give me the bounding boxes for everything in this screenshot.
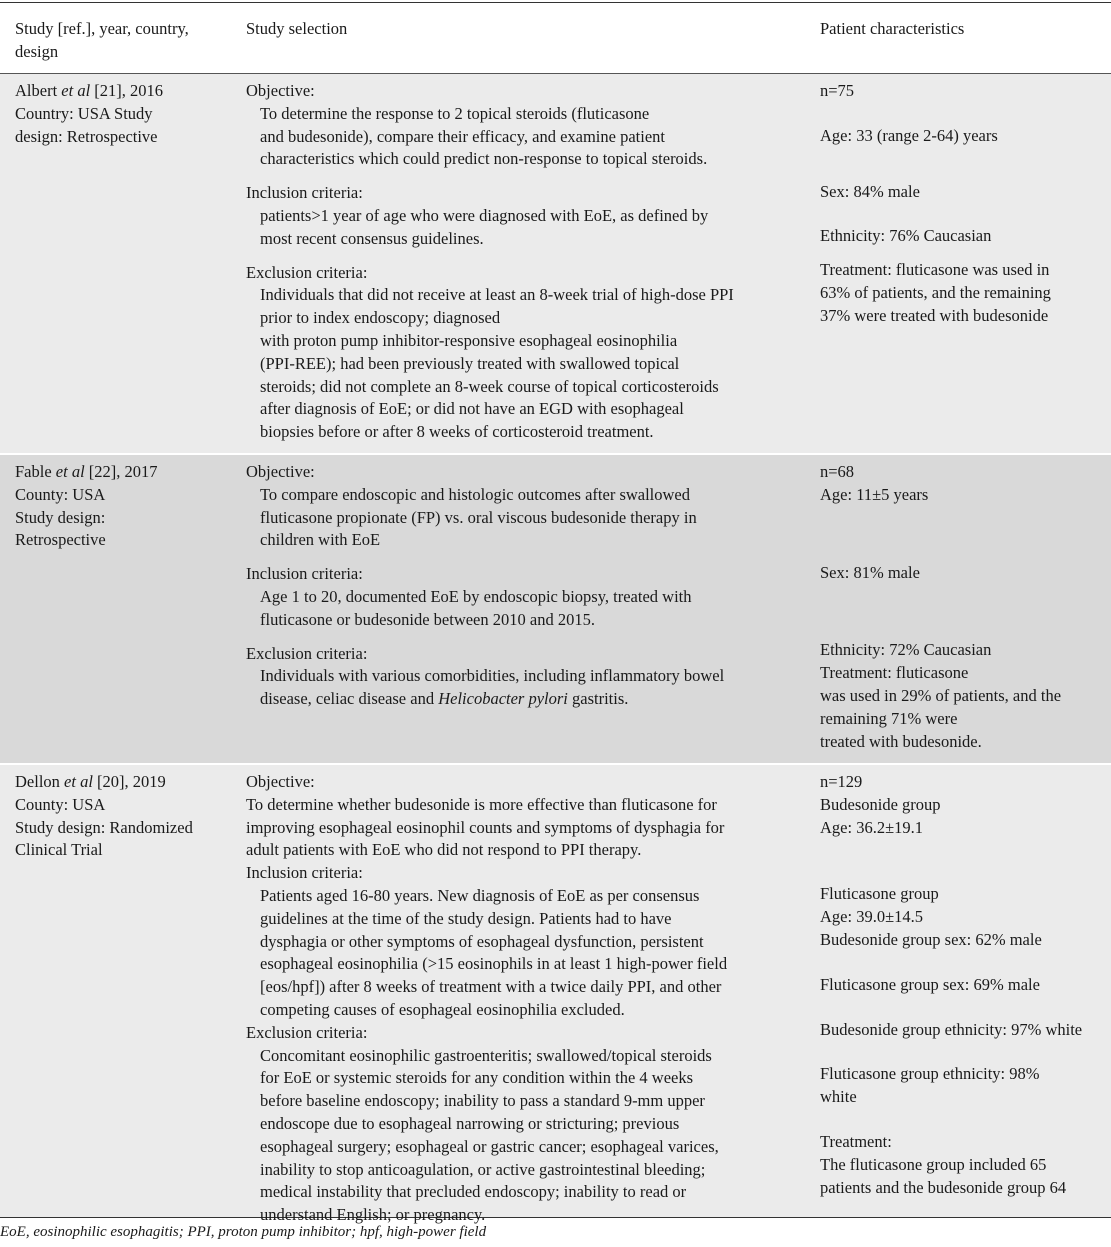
- patients-cell: n=129 Budesonide group Age: 36.2±19.1 Fluticasone group Age: 39.0±14.5 Budesonide group sex: 62% male Fluticasone group sex: 69% male Budesonide group ethnicity: 97% white Fluticasone group ethnicity: 98% white Treatment: The fluticasone group included 65 patients and the budesonide group 64: [820, 772, 1083, 1197]
- table-footnote: EoE, eosinophilic esophagitis; PPI, proton pump inhibitor; hpf, high-power field: [0, 1224, 487, 1240]
- exclusion-label: Exclusion criteria:: [246, 262, 368, 282]
- exclusion-label: Exclusion criteria:: [246, 1022, 368, 1042]
- selection-cell: Objective: To determine whether budesonide is more effective than fluticasone for improving esophageal eosinophil counts and symptoms of dysphagia for adult patients with EoE who did not respond to PPI therapy. Inclusion criteria: Patients aged 16-80 years. New diagnosis of EoE as per consensus guidelines at the time of the study design. Patients had to have dysphagia or other symptoms of esophageal dysfunction, persistent esophageal eosinophilia (>15 eosinophils in at least 1 high-power field [eos/hpf]) after 8 weeks of treatment with a twice daily PPI, and other competing causes of esophageal eosinophilia excluded. Exclusion criteria: Concomitant eosinophilic gastroenteritis; swallowed/topical steroids for EoE or systemic steroids for any condition within the 4 weeks before baseline endoscopy; inability to pass a standard 9-mm upper endoscope due to esophageal narrowing or stricturing; previous esophageal surgery; esophageal or gastric cancer; esophageal varices, inability to stop anticoagulation, or active gastrointestinal bleeding; medical instability that precluded endoscopy; inability to read or understand English; or pregnancy.: [231, 765, 805, 1217]
- comparison-table: [0, 2, 1111, 1244]
- header-study: Study [ref.], year, country, design: [15, 19, 189, 61]
- study-cell: Fable et al [22], 2017 County: USA Study design: Retrospective: [15, 462, 158, 550]
- study-cell: Dellon et al [20], 2019 County: USA Study design: Randomized Clinical Trial: [15, 772, 193, 860]
- patients-cell: n=68 Age: 11±5 years Sex: 81% male Ethnicity: 72% Caucasian Treatment: fluticasone was used in 29% of patients, and the remaining 71% were treated with budesonide.: [820, 462, 1062, 751]
- objective-label: Objective:: [246, 81, 315, 100]
- exclusion-label: Exclusion criteria:: [246, 643, 368, 663]
- selection-cell: Objective: To compare endoscopic and histologic outcomes after swallowed fluticasone propionate (FP) vs. oral viscous budesonide therapy in children with EoE Inclusion criteria: Age 1 to 20, documented EoE by endoscopic biopsy, treated with fluticasone or budesonide between 2010 and 2015. Exclusion criteria: Individuals with various comorbidities, including inflammatory bowel disease, celiac disease and Helicobacter pylori gastritis.: [231, 455, 805, 763]
- selection-cell: Objective: To determine the response to 2 topical steroids (fluticasone and budesonide), compare their efficacy, and examine patient characteristics which could predict non-response to topical steroids. Inclusion criteria: patients>1 year of age who were diagnosed with EoE, as defined by most recent consensus guidelines. Exclusion criteria: Individuals that did not receive at least an 8-week trial of high-dose PPI prior to index endoscopy; diagnosed with proton pump inhibitor-responsive esophageal eosinophilia (PPI-REE); had been previously treated with swallowed topical steroids; did not complete an 8-week course of topical corticosteroids after diagnosis of EoE; or did not have an EGD with esophageal biopsies before or after 8 weeks of corticosteroid treatment.: [231, 74, 805, 453]
- inclusion-label: Inclusion criteria:: [246, 183, 363, 203]
- header-selection: Study selection: [246, 19, 348, 38]
- study-cell: Albert et al [21], 2016 Country: USA Study design: Retrospective: [15, 81, 164, 146]
- patients-cell: n=75 Age: 33 (range 2-64) years Sex: 84% male Ethnicity: 76% Caucasian Treatment: fluticasone was used in 63% of patients, and the remaining 37% were treated with budesonide: [820, 81, 1051, 325]
- table-header: [0, 3, 1111, 74]
- objective-label: Objective:: [246, 772, 315, 791]
- table-row: [0, 765, 1111, 1225]
- inclusion-label: Inclusion criteria:: [246, 564, 363, 584]
- header-patients: Patient characteristics: [820, 19, 965, 38]
- inclusion-label: Inclusion criteria:: [246, 863, 363, 883]
- objective-label: Objective:: [246, 462, 315, 481]
- table-row: [0, 455, 1111, 765]
- table-row: [0, 74, 1111, 455]
